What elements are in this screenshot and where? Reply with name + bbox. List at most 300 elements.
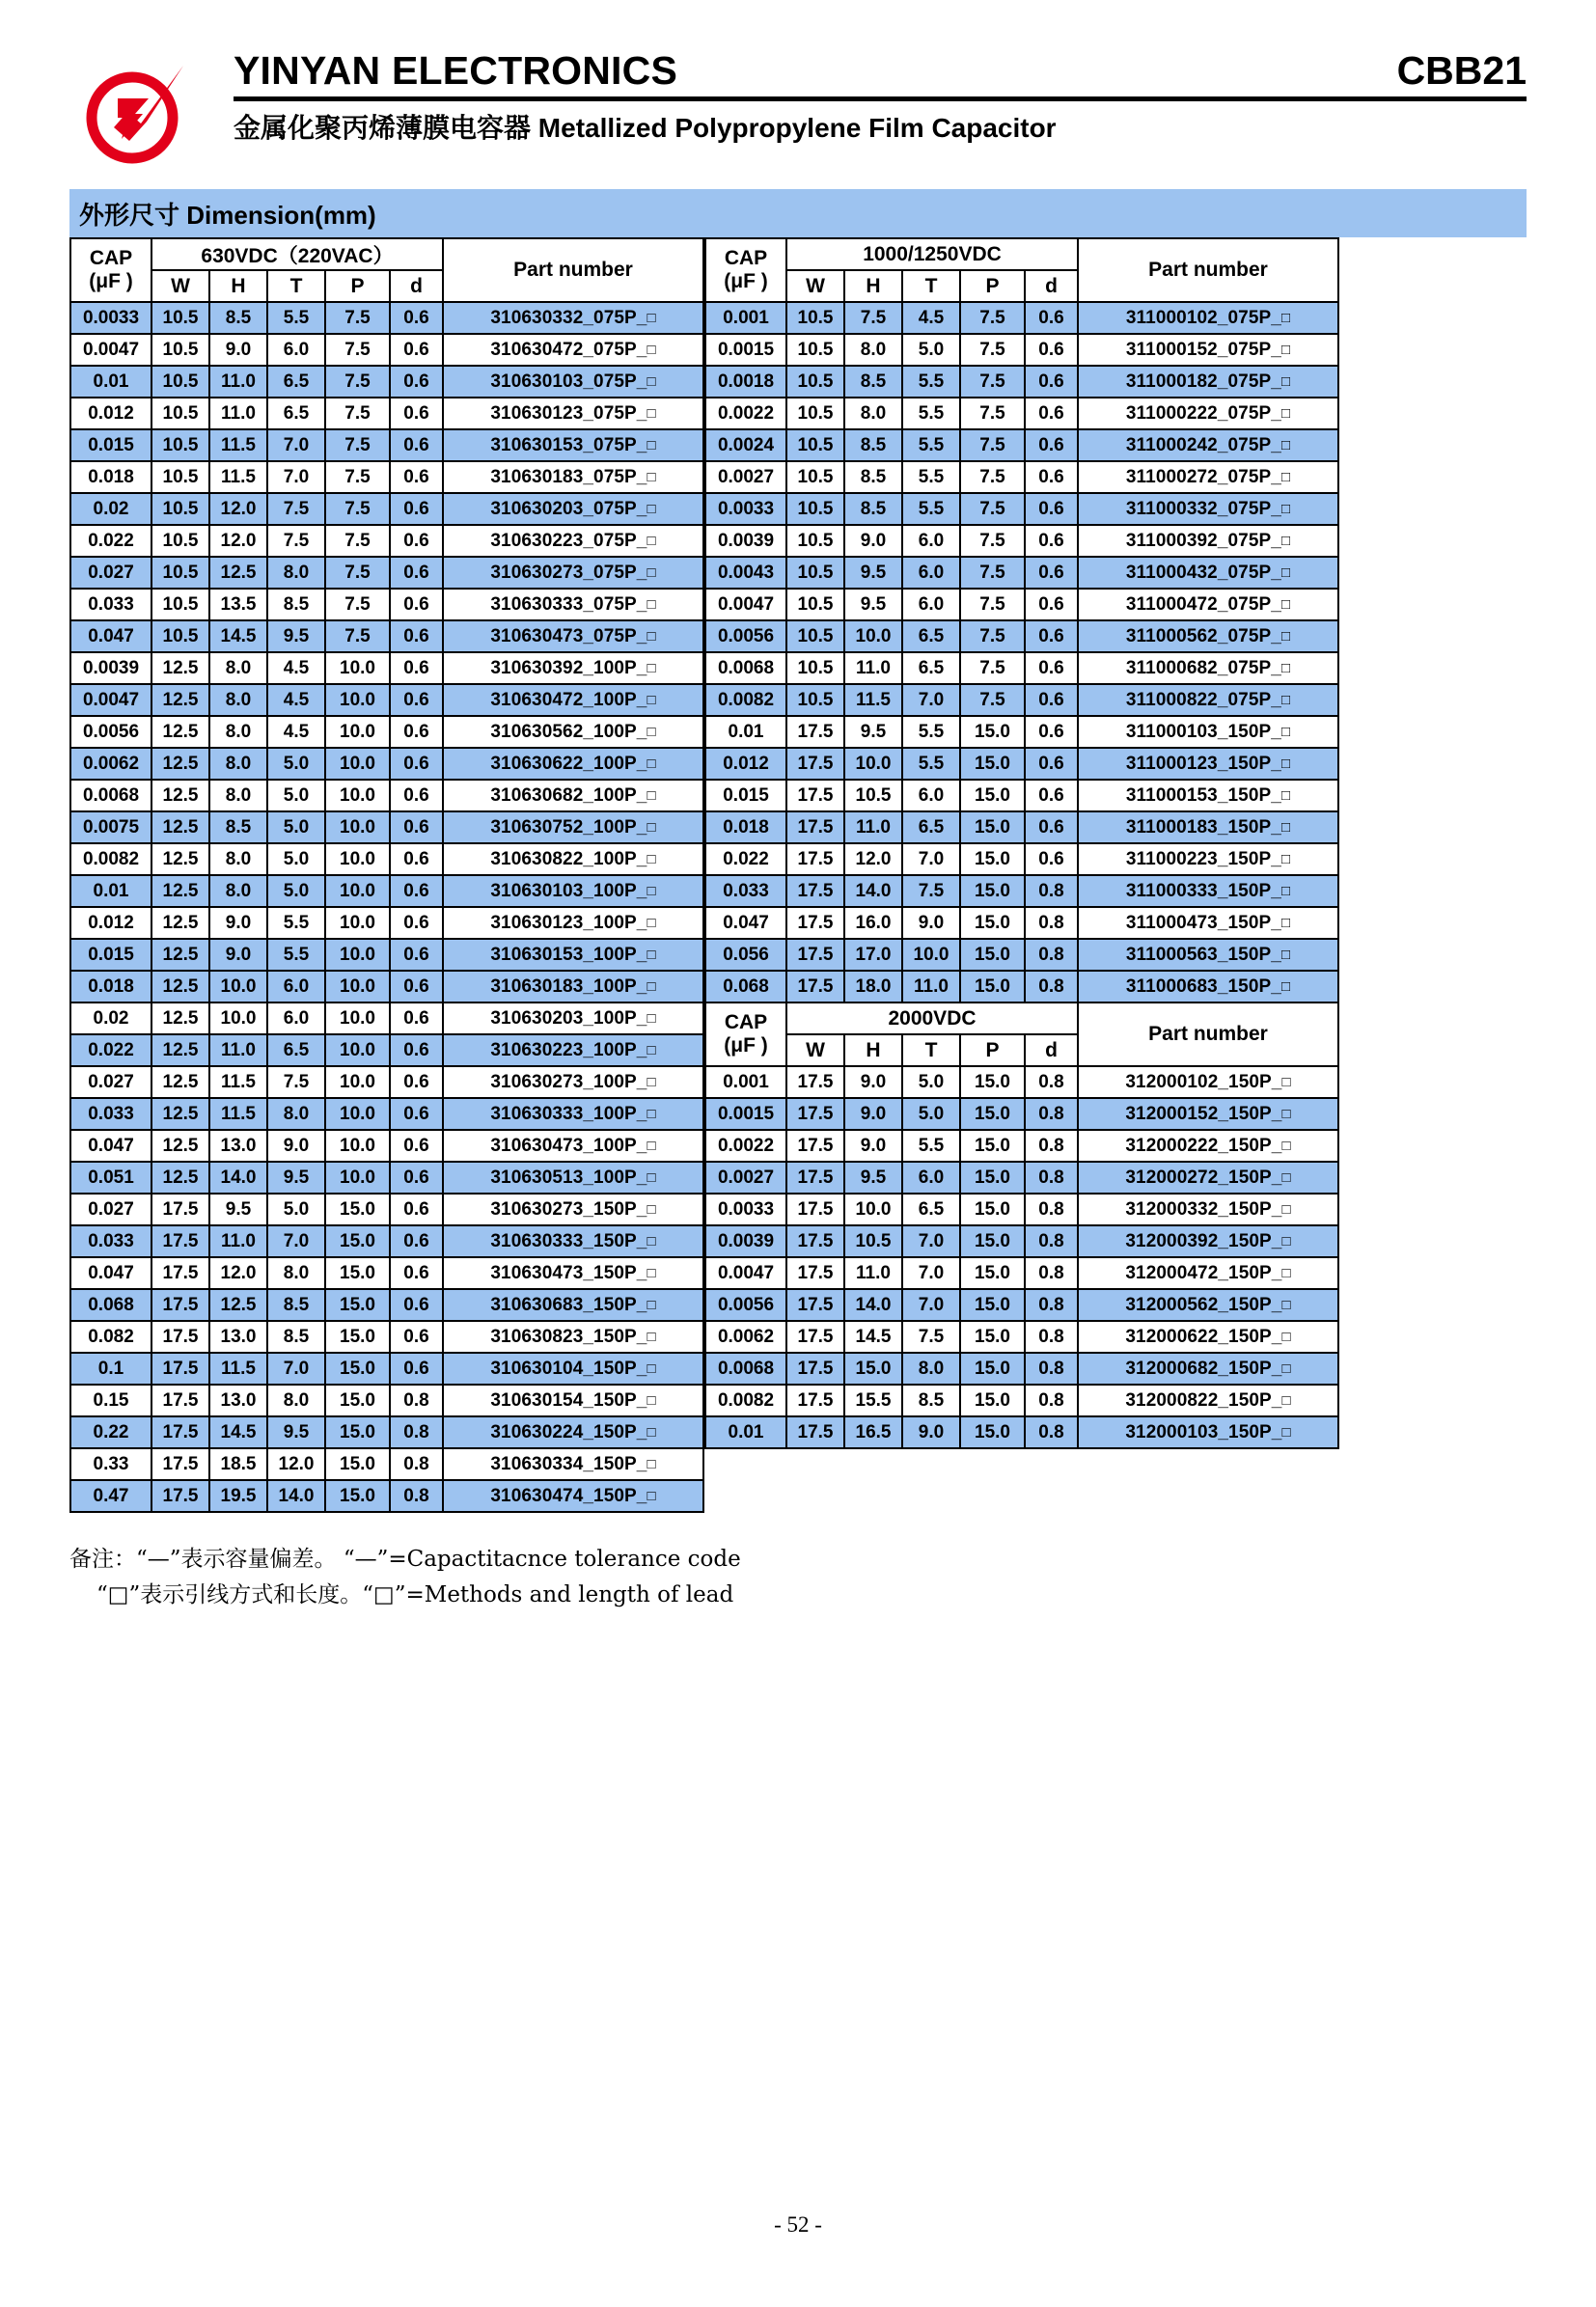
table-row [70, 620, 703, 652]
col-header-d-2000: d [1025, 1034, 1078, 1066]
table-cell: 0.01 [705, 1416, 786, 1448]
table-cell: 7.5 [960, 493, 1025, 525]
table-cell: 6.0 [902, 1162, 960, 1194]
table-cell: 8.0 [267, 1385, 325, 1416]
table-cell: 11.0 [844, 1257, 902, 1289]
table-cell: 18.5 [209, 1448, 267, 1480]
table-cell: 5.0 [267, 875, 325, 907]
table-cell: 15.0 [960, 716, 1025, 748]
cell-part-number: 310630473_100P_□ [443, 1130, 703, 1162]
lead-code-placeholder-icon: □ [1281, 1073, 1291, 1090]
lead-code-placeholder-icon: □ [647, 1455, 656, 1472]
table-cell: 8.5 [844, 493, 902, 525]
table-cell: 0.0033 [705, 1194, 786, 1225]
section-header-dimension [69, 189, 1527, 237]
table-cell: 0.6 [1025, 429, 1078, 461]
table-cell: 0.6 [1025, 620, 1078, 652]
table-cell: 17.0 [844, 939, 902, 971]
cell-part-number: 311000182_075P_□ [1078, 366, 1338, 398]
table-1000vdc-head [705, 238, 1338, 302]
cell-part-number: 312000102_150P_□ [1078, 1066, 1338, 1098]
lead-code-placeholder-icon: □ [647, 1296, 656, 1313]
table-row [70, 652, 703, 684]
cell-part-number: 311000153_150P_□ [1078, 780, 1338, 811]
table-cell: 12.0 [209, 1257, 267, 1289]
table-cell: 0.0056 [70, 716, 151, 748]
table-cell: 7.0 [267, 1353, 325, 1385]
table-cell: 17.5 [786, 1098, 844, 1130]
table-cell: 0.6 [390, 843, 443, 875]
table-cell: 12.5 [151, 1066, 209, 1098]
table-cell: 0.47 [70, 1480, 151, 1512]
table-cell: 13.5 [209, 589, 267, 620]
cell-part-number: 310630473_150P_□ [443, 1257, 703, 1289]
lead-code-placeholder-icon: □ [647, 1328, 656, 1345]
table-cell: 7.0 [902, 1225, 960, 1257]
cell-part-number: 310630183_100P_□ [443, 971, 703, 1002]
cell-part-number: 311000103_150P_□ [1078, 716, 1338, 748]
table-cell: 6.0 [902, 525, 960, 557]
table-cell: 0.0056 [705, 620, 786, 652]
table-cell: 14.0 [209, 1162, 267, 1194]
table-cell: 0.6 [1025, 398, 1078, 429]
table-cell: 0.01 [70, 875, 151, 907]
table-cell: 0.6 [390, 1098, 443, 1130]
table-cell: 0.8 [1025, 1162, 1078, 1194]
table-cell: 7.5 [325, 366, 390, 398]
cell-part-number: 311000272_075P_□ [1078, 461, 1338, 493]
table-cell: 16.5 [844, 1416, 902, 1448]
table-cell: 0.6 [390, 652, 443, 684]
table-cell: 0.6 [390, 939, 443, 971]
table-cell: 0.027 [70, 557, 151, 589]
table-cell: 7.5 [960, 366, 1025, 398]
table-cell: 0.0068 [705, 652, 786, 684]
table-cell: 8.5 [902, 1385, 960, 1416]
table-cell: 12.5 [151, 939, 209, 971]
table-cell: 15.0 [325, 1480, 390, 1512]
cell-part-number: 311000562_075P_□ [1078, 620, 1338, 652]
table-cell: 0.033 [705, 875, 786, 907]
table-row [705, 716, 1338, 748]
cell-part-number: 310630104_150P_□ [443, 1353, 703, 1385]
table-cell: 5.0 [267, 843, 325, 875]
table-cell: 0.6 [1025, 716, 1078, 748]
table-cell: 0.6 [1025, 366, 1078, 398]
table-cell: 0.6 [390, 620, 443, 652]
lead-code-placeholder-icon: □ [647, 914, 656, 931]
table-cell: 12.0 [844, 843, 902, 875]
table-cell: 17.5 [786, 1066, 844, 1098]
table-cell: 10.0 [209, 1002, 267, 1034]
lead-code-placeholder-icon: □ [1280, 723, 1291, 740]
cell-part-number: 310630682_100P_□ [443, 780, 703, 811]
table-cell: 10.5 [786, 493, 844, 525]
lead-code-placeholder-icon: □ [1280, 850, 1291, 867]
table-cell: 7.0 [267, 429, 325, 461]
col-header-t-2000: T [902, 1034, 960, 1066]
cell-part-number: 310630562_100P_□ [443, 716, 703, 748]
table-cell: 0.02 [70, 1002, 151, 1034]
table-cell: 15.0 [960, 1416, 1025, 1448]
table-cell: 11.0 [209, 398, 267, 429]
table-row [705, 398, 1338, 429]
table-2000vdc-header-row [705, 1002, 1338, 1034]
cell-part-number: 312000472_150P_□ [1078, 1257, 1338, 1289]
table-row [705, 811, 1338, 843]
table-cell: 15.0 [325, 1257, 390, 1289]
cell-part-number: 310630333_100P_□ [443, 1098, 703, 1130]
table-cell: 9.5 [267, 1416, 325, 1448]
table-cell: 0.6 [390, 1225, 443, 1257]
table-cell: 10.5 [786, 684, 844, 716]
table-cell: 0.8 [390, 1385, 443, 1416]
table-cell: 11.0 [844, 652, 902, 684]
table-cell: 0.8 [1025, 1416, 1078, 1448]
table-cell: 0.018 [70, 971, 151, 1002]
lead-code-placeholder-icon: □ [647, 1232, 656, 1250]
table-row [705, 1257, 1338, 1289]
table-cell: 0.6 [390, 875, 443, 907]
table-cell: 8.0 [209, 748, 267, 780]
table-cell: 0.8 [1025, 1257, 1078, 1289]
table-cell: 11.5 [209, 461, 267, 493]
cell-part-number: 311000333_150P_□ [1078, 875, 1338, 907]
table-cell: 9.0 [844, 1098, 902, 1130]
table-cell: 7.5 [325, 334, 390, 366]
table-row [70, 971, 703, 1002]
table-cell: 0.051 [70, 1162, 151, 1194]
table-cell: 9.5 [844, 557, 902, 589]
table-cell: 7.0 [902, 1257, 960, 1289]
table-cell: 14.5 [209, 620, 267, 652]
table-row [705, 1321, 1338, 1353]
lead-code-placeholder-icon: □ [647, 1487, 656, 1504]
table-cell: 17.5 [786, 1289, 844, 1321]
table-cell: 10.0 [325, 1162, 390, 1194]
table-row [70, 780, 703, 811]
table-cell: 10.5 [151, 398, 209, 429]
table-cell: 0.6 [390, 1289, 443, 1321]
table-cell: 16.0 [844, 907, 902, 939]
table-cell: 0.022 [70, 1034, 151, 1066]
table-cell: 0.6 [390, 1130, 443, 1162]
table-row [705, 939, 1338, 971]
cell-part-number: 311000152_075P_□ [1078, 334, 1338, 366]
brand-block [234, 50, 1527, 146]
table-cell: 0.0082 [70, 843, 151, 875]
table-cell: 5.0 [267, 1194, 325, 1225]
cell-part-number: 310630183_075P_□ [443, 461, 703, 493]
table-cell: 0.0047 [70, 684, 151, 716]
cell-part-number: 310630392_100P_□ [443, 652, 703, 684]
table-row [70, 1416, 703, 1448]
table-cell: 0.8 [1025, 971, 1078, 1002]
table-cell: 15.0 [325, 1416, 390, 1448]
table-cell: 11.5 [209, 1098, 267, 1130]
table-cell: 0.6 [1025, 493, 1078, 525]
table-row [70, 589, 703, 620]
table-cell: 0.6 [1025, 748, 1078, 780]
table-cell: 0.0047 [705, 1257, 786, 1289]
col-header-h-1000: H [844, 270, 902, 302]
table-cell: 0.6 [1025, 684, 1078, 716]
table-cell: 15.0 [325, 1385, 390, 1416]
table-row [70, 1289, 703, 1321]
table-cell: 17.5 [786, 971, 844, 1002]
table-cell: 0.6 [390, 1066, 443, 1098]
table-cell: 0.8 [1025, 1289, 1078, 1321]
table-cell: 6.0 [902, 780, 960, 811]
table-cell: 10.5 [786, 461, 844, 493]
table-row [70, 398, 703, 429]
table-cell: 12.5 [151, 843, 209, 875]
table-cell: 15.0 [960, 875, 1025, 907]
table-cell: 8.5 [267, 1289, 325, 1321]
table-cell: 12.5 [151, 1130, 209, 1162]
lead-code-placeholder-icon: □ [1281, 1168, 1291, 1186]
table-cell: 7.5 [325, 461, 390, 493]
table-cell: 0.8 [1025, 875, 1078, 907]
table-cell: 10.0 [844, 748, 902, 780]
table-cell: 0.15 [70, 1385, 151, 1416]
table-cell: 10.5 [786, 589, 844, 620]
table-cell: 0.6 [390, 429, 443, 461]
table-cell: 0.8 [1025, 1194, 1078, 1225]
table-cell: 10.5 [151, 589, 209, 620]
table-row [705, 493, 1338, 525]
table-row [705, 1289, 1338, 1321]
table-row [705, 684, 1338, 716]
table-row [705, 557, 1338, 589]
table-cell: 6.5 [902, 620, 960, 652]
lead-code-placeholder-icon: □ [1280, 500, 1291, 517]
cell-part-number: 311000222_075P_□ [1078, 398, 1338, 429]
lead-code-placeholder-icon: □ [1281, 1232, 1291, 1250]
table-cell: 0.8 [1025, 1066, 1078, 1098]
table-cell: 0.6 [390, 748, 443, 780]
footnote-line-1: 备注：“—”表示容量偏差。 “—”=Capactitacnce tolerance code [69, 1547, 741, 1572]
table-cell: 17.5 [151, 1416, 209, 1448]
table-cell: 0.0043 [705, 557, 786, 589]
table-row [70, 684, 703, 716]
col-header-voltage-630: 630VDC（220VAC） [151, 238, 443, 270]
table-cell: 0.6 [390, 525, 443, 557]
table-cell: 6.5 [267, 366, 325, 398]
table-cell: 9.5 [267, 620, 325, 652]
table-cell: 5.5 [902, 748, 960, 780]
company-logo-icon [79, 64, 203, 164]
table-cell: 0.001 [705, 302, 786, 334]
table-cell: 0.0039 [70, 652, 151, 684]
table-cell: 10.5 [786, 620, 844, 652]
lead-code-placeholder-icon: □ [1280, 595, 1291, 613]
table-cell: 12.5 [151, 748, 209, 780]
table-cell: 9.5 [267, 1162, 325, 1194]
cell-part-number: 310630333_075P_□ [443, 589, 703, 620]
cell-part-number: 310630472_100P_□ [443, 684, 703, 716]
table-cell: 0.33 [70, 1448, 151, 1480]
cell-part-number: 310630203_075P_□ [443, 493, 703, 525]
table-630vdc-body [70, 302, 703, 1512]
lead-code-placeholder-icon: □ [647, 1359, 656, 1377]
col-header-d-1000: d [1025, 270, 1078, 302]
table-cell: 0.047 [705, 907, 786, 939]
table-cell: 0.6 [1025, 811, 1078, 843]
col-header-h: H [209, 270, 267, 302]
dimension-tables [69, 237, 1527, 1513]
table-cell: 11.0 [209, 1034, 267, 1066]
table-cell: 0.0056 [705, 1289, 786, 1321]
table-cell: 0.0068 [705, 1353, 786, 1385]
table-cell: 10.5 [786, 652, 844, 684]
table-cell: 15.0 [325, 1448, 390, 1480]
table-cell: 15.0 [844, 1353, 902, 1385]
lead-code-placeholder-icon: □ [647, 1137, 656, 1154]
table-row [70, 302, 703, 334]
table-row [70, 1066, 703, 1098]
table-cell: 8.5 [844, 366, 902, 398]
cell-part-number: 312000152_150P_□ [1078, 1098, 1338, 1130]
cell-part-number: 310630103_075P_□ [443, 366, 703, 398]
table-cell: 17.5 [786, 1162, 844, 1194]
cell-part-number: 310630153_075P_□ [443, 429, 703, 461]
cell-part-number: 310630683_150P_□ [443, 1289, 703, 1321]
table-cell: 17.5 [151, 1321, 209, 1353]
lead-code-placeholder-icon: □ [1281, 1423, 1291, 1441]
cell-part-number: 311000822_075P_□ [1078, 684, 1338, 716]
table-cell: 7.5 [960, 620, 1025, 652]
lead-code-placeholder-icon: □ [647, 436, 656, 453]
table-row [705, 366, 1338, 398]
table-cell: 0.056 [705, 939, 786, 971]
table-cell: 12.5 [151, 1098, 209, 1130]
table-cell: 8.0 [209, 843, 267, 875]
table-cell: 17.5 [786, 811, 844, 843]
table-cell: 5.5 [902, 398, 960, 429]
table-cell: 17.5 [786, 875, 844, 907]
lead-code-placeholder-icon: □ [647, 341, 656, 358]
table-cell: 9.0 [267, 1130, 325, 1162]
page-header [69, 50, 1527, 172]
table-cell: 0.6 [390, 1002, 443, 1034]
table-cell: 10.5 [151, 429, 209, 461]
table-cell: 9.0 [209, 939, 267, 971]
lead-code-placeholder-icon: □ [647, 563, 656, 581]
table-cell: 0.6 [1025, 461, 1078, 493]
lead-code-placeholder-icon: □ [647, 882, 656, 899]
table-row [705, 1416, 1338, 1448]
table-cell: 10.5 [786, 429, 844, 461]
table-cell: 7.5 [325, 493, 390, 525]
table-cell: 9.5 [844, 716, 902, 748]
table-cell: 15.0 [960, 1225, 1025, 1257]
cell-part-number: 312000682_150P_□ [1078, 1353, 1338, 1385]
table-cell: 8.0 [844, 334, 902, 366]
table-cell: 0.033 [70, 589, 151, 620]
table-row [705, 334, 1338, 366]
table-cell: 8.0 [267, 557, 325, 589]
cell-part-number: 310630333_150P_□ [443, 1225, 703, 1257]
lead-code-placeholder-icon: □ [647, 1423, 656, 1441]
table-cell: 17.5 [151, 1353, 209, 1385]
table-cell: 0.8 [390, 1480, 443, 1512]
table-cell: 0.0062 [70, 748, 151, 780]
table-cell: 15.0 [960, 939, 1025, 971]
cell-part-number: 310630473_075P_□ [443, 620, 703, 652]
table-cell: 10.0 [844, 620, 902, 652]
cell-part-number: 312000392_150P_□ [1078, 1225, 1338, 1257]
cell-part-number: 311000683_150P_□ [1078, 971, 1338, 1002]
lead-code-placeholder-icon: □ [1280, 659, 1291, 676]
lead-code-placeholder-icon: □ [647, 532, 656, 549]
table-cell: 6.5 [267, 398, 325, 429]
lead-code-placeholder-icon: □ [647, 1391, 656, 1409]
table-cell: 0.01 [705, 716, 786, 748]
lead-code-placeholder-icon: □ [647, 946, 656, 963]
datasheet-page [0, 50, 1596, 2307]
col-header-part-number-1000: Part number [1078, 238, 1338, 302]
cell-part-number: 312000272_150P_□ [1078, 1162, 1338, 1194]
table-cell: 0.6 [1025, 780, 1078, 811]
table-cell: 14.0 [844, 1289, 902, 1321]
table-cell: 13.0 [209, 1130, 267, 1162]
table-cell: 5.0 [902, 1098, 960, 1130]
table-cell: 10.0 [209, 971, 267, 1002]
table-cell: 19.5 [209, 1480, 267, 1512]
table-cell: 12.5 [151, 780, 209, 811]
table-cell: 7.5 [960, 429, 1025, 461]
table-cell: 12.0 [209, 493, 267, 525]
col-header-cap-label: CAP [89, 246, 133, 269]
lead-code-placeholder-icon: □ [1280, 755, 1291, 772]
table-row [705, 1225, 1338, 1257]
table-row [705, 780, 1338, 811]
lead-code-placeholder-icon: □ [1280, 691, 1291, 708]
table-cell: 0.6 [390, 1194, 443, 1225]
cell-part-number: 311000102_075P_□ [1078, 302, 1338, 334]
col-header-d: d [390, 270, 443, 302]
table-cell: 5.5 [902, 429, 960, 461]
table-cell: 0.0018 [705, 366, 786, 398]
cell-part-number: 311000332_075P_□ [1078, 493, 1338, 525]
table-cell: 10.5 [786, 398, 844, 429]
lead-code-placeholder-icon: □ [647, 1264, 656, 1281]
table-cell: 10.0 [325, 907, 390, 939]
table-cell: 15.0 [960, 1321, 1025, 1353]
table-cell: 8.5 [844, 429, 902, 461]
lead-code-placeholder-icon: □ [1280, 532, 1291, 549]
cell-part-number: 311000432_075P_□ [1078, 557, 1338, 589]
table-cell: 17.5 [151, 1289, 209, 1321]
table-cell: 0.015 [705, 780, 786, 811]
col-header-cap-unit-2000: (μF ) [724, 1034, 768, 1057]
table-row [70, 907, 703, 939]
table-cell: 5.5 [267, 302, 325, 334]
col-header-p-2000: P [960, 1034, 1025, 1066]
table-cell: 7.5 [325, 620, 390, 652]
table-cell: 7.5 [960, 684, 1025, 716]
table-cell: 6.0 [267, 334, 325, 366]
lead-code-placeholder-icon: □ [647, 1105, 656, 1122]
table-row [70, 429, 703, 461]
table-cell: 0.068 [70, 1289, 151, 1321]
table-cell: 15.5 [844, 1385, 902, 1416]
table-cell: 15.0 [960, 971, 1025, 1002]
table-cell: 0.0047 [705, 589, 786, 620]
table-cell: 7.5 [267, 1066, 325, 1098]
table-row [705, 1098, 1338, 1130]
